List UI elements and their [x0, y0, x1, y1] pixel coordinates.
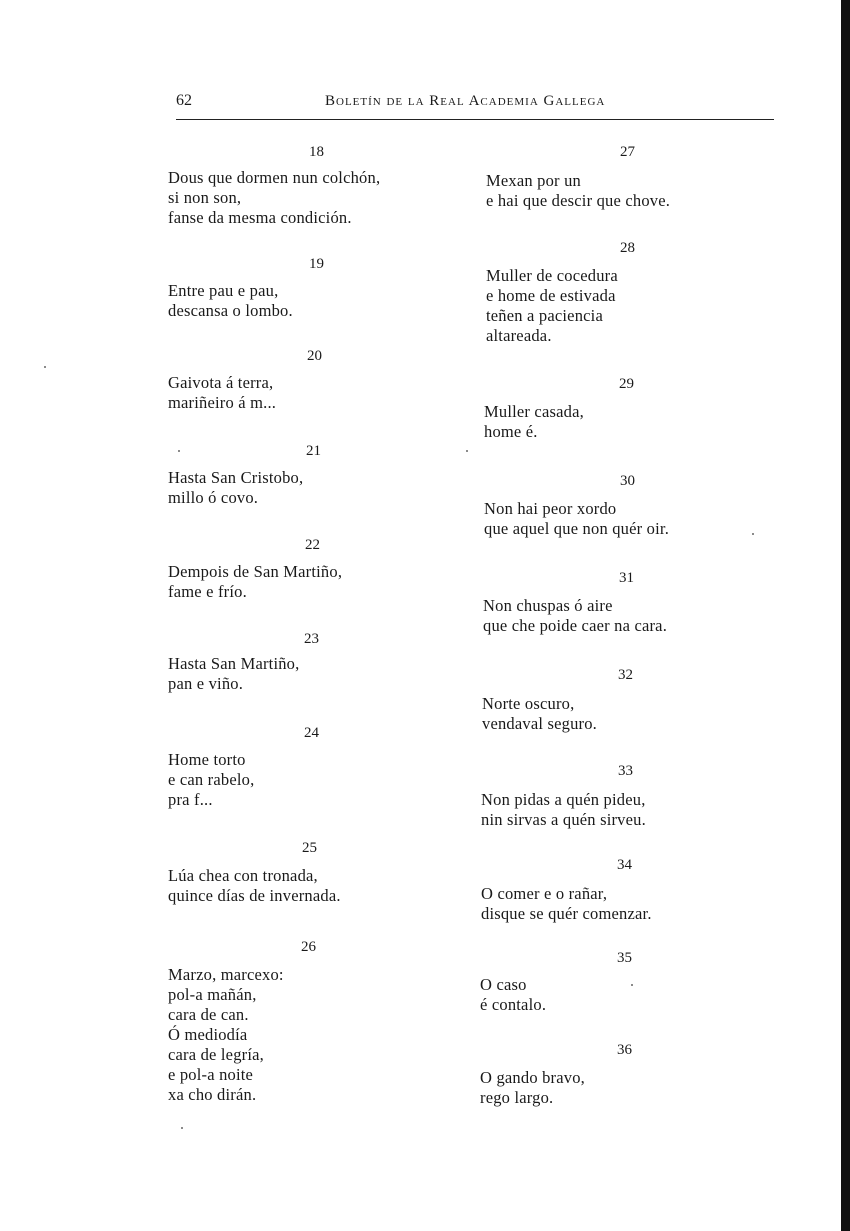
- proverb-text: [168, 468, 303, 508]
- verse-line: cara de can.: [168, 1005, 249, 1024]
- proverb-number: 29: [619, 376, 634, 392]
- proverb-text: [168, 281, 293, 321]
- proverb-number: 31: [619, 570, 634, 586]
- verse-line: Norte oscuro,: [482, 694, 575, 713]
- verse-line: cara de legría,: [168, 1045, 264, 1064]
- verse-line: que che poide caer na cara.: [483, 616, 668, 635]
- verse-line: Hasta San Cristobo,: [168, 468, 304, 487]
- verse-line: Muller de cocedura: [486, 266, 618, 285]
- verse-line: rego largo.: [480, 1088, 554, 1107]
- verse-line: fame e frío.: [168, 582, 247, 601]
- verse-line: e can rabelo,: [168, 770, 255, 789]
- verse-line: Gaivota á terra,: [168, 373, 274, 392]
- verse-line: Entre pau e pau,: [168, 281, 279, 300]
- proverb-number: 19: [309, 256, 324, 272]
- verse-line: quince días de invernada.: [168, 886, 341, 905]
- verse-line: Mexan por un: [486, 171, 581, 190]
- page-edge-shadow: [841, 0, 850, 1231]
- proverb-text: [480, 1068, 585, 1108]
- proverb-number: 32: [618, 667, 633, 683]
- proverb-text: [486, 266, 618, 346]
- proverb-number: 35: [617, 950, 632, 966]
- proverb-text: [482, 694, 597, 734]
- proverb-text: [168, 168, 380, 228]
- proverb-text: [168, 866, 341, 906]
- verse-line: home é.: [484, 422, 538, 441]
- proverb-text: [168, 965, 284, 1105]
- verse-line: e pol-a noite: [168, 1065, 254, 1084]
- verse-line: Muller casada,: [484, 402, 584, 421]
- proverb-number: 20: [307, 348, 322, 364]
- verse-line: O comer e o rañar,: [481, 884, 608, 903]
- proverb-number: 18: [309, 144, 324, 160]
- verse-line: Non pidas a quén pideu,: [481, 790, 646, 809]
- proverb-number: 33: [618, 763, 633, 779]
- proverb-text: [481, 884, 652, 924]
- proverb-text: [481, 790, 646, 830]
- verse-line: e home de estivada: [486, 286, 616, 305]
- verse-line: Lúa chea con tronada,: [168, 866, 318, 885]
- proverb-text: [168, 373, 276, 413]
- verse-line: pan e viño.: [168, 674, 244, 693]
- verse-line: si non son,: [168, 188, 242, 207]
- paper-speck: [178, 450, 180, 452]
- proverb-number: 24: [304, 725, 319, 741]
- verse-line: é contalo.: [480, 995, 547, 1014]
- proverb-text: [168, 750, 254, 810]
- paper-speck: [466, 450, 468, 452]
- verse-line: nin sirvas a quén sirveu.: [481, 810, 646, 829]
- proverb-number: 27: [620, 144, 635, 160]
- proverb-text: [168, 562, 342, 602]
- verse-line: Dous que dormen nun colchón,: [168, 168, 381, 187]
- paper-speck: [752, 533, 754, 535]
- verse-line: vendaval seguro.: [482, 714, 597, 733]
- proverb-text: [168, 654, 299, 694]
- proverb-number: 30: [620, 473, 635, 489]
- verse-line: Hasta San Martiño,: [168, 654, 300, 673]
- proverb-number: 23: [304, 631, 319, 647]
- verse-line: fanse da mesma condición.: [168, 208, 352, 227]
- verse-line: O caso: [480, 975, 527, 994]
- proverb-text: [486, 171, 670, 211]
- paper-speck: [44, 366, 46, 368]
- verse-line: Non hai peor xordo: [484, 499, 617, 518]
- proverb-number: 21: [306, 443, 321, 459]
- verse-line: pol-a mañán,: [168, 985, 257, 1004]
- running-title: Boletín de la Real Academia Gallega: [325, 93, 606, 109]
- verse-line: Non chuspas ó aire: [483, 596, 613, 615]
- verse-line: disque se quér comenzar.: [481, 904, 652, 923]
- verse-line: Home torto: [168, 750, 246, 769]
- proverb-number: 28: [620, 240, 635, 256]
- proverb-number: 26: [301, 939, 316, 955]
- proverb-text: [484, 499, 669, 539]
- verse-line: Ó mediodía: [168, 1025, 248, 1044]
- right-column: [480, 0, 780, 1231]
- left-column: [168, 0, 468, 1231]
- proverb-number: 22: [305, 537, 320, 553]
- verse-line: xa cho dirán.: [168, 1085, 257, 1104]
- verse-line: descansa o lombo.: [168, 301, 293, 320]
- paper-speck: [181, 1127, 183, 1129]
- page-number: 62: [176, 92, 192, 109]
- verse-line: mariñeiro á m...: [168, 393, 277, 412]
- verse-line: que aquel que non quér oir.: [484, 519, 670, 538]
- verse-line: teñen a paciencia: [486, 306, 603, 325]
- verse-line: altareada.: [486, 326, 552, 345]
- proverb-number: 25: [302, 840, 317, 856]
- verse-line: e hai que descir que chove.: [486, 191, 671, 210]
- verse-line: Marzo, marcexo:: [168, 965, 284, 984]
- verse-line: pra f...: [168, 790, 213, 809]
- verse-line: O gando bravo,: [480, 1068, 585, 1087]
- verse-line: Dempois de San Martiño,: [168, 562, 343, 581]
- verse-line: millo ó covo.: [168, 488, 259, 507]
- proverb-text: [483, 596, 667, 636]
- proverb-text: [484, 402, 584, 442]
- proverb-number: 34: [617, 857, 632, 873]
- paper-speck: [631, 984, 633, 986]
- proverb-text: [480, 975, 546, 1015]
- proverb-number: 36: [617, 1042, 632, 1058]
